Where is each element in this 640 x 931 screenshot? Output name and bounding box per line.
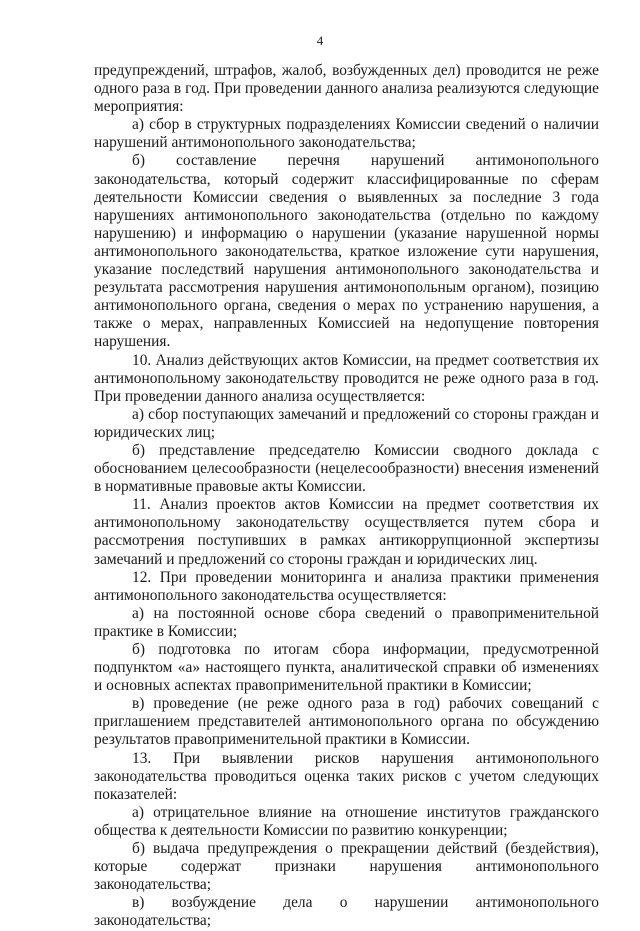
paragraph-13: 13. При выявлении рисков нарушения антимонопольного законодательства проводиться оценка таких рисков с учетом следующих показателей: (94, 749, 599, 803)
paragraph-13c: в) возбуждение дела о нарушении антимонопольного законодательства; (94, 894, 599, 930)
paragraph-12a: а) на постоянной основе сбора сведений о правоприменительной практике в Комиссии; (94, 604, 599, 640)
paragraph-9a: а) сбор в структурных подразделениях Комиссии сведений о наличии нарушений антимонопольного законодательства; (94, 116, 599, 152)
paragraph-10b: б) представление председателю Комиссии сводного доклада с обоснованием целесообразности (нецелесообразности) внесения изменений в нормативные правовые акты Комиссии. (94, 441, 599, 496)
paragraph-12: 12. При проведении мониторинга и анализа практики применения антимонопольного законодательства осуществляется: (94, 568, 599, 604)
page-number: 4 (316, 33, 324, 48)
paragraph-13a: а) отрицательное влияние на отношение институтов гражданского общества к деятельности Комиссии по развитию конкуренции; (94, 803, 599, 839)
document-body (94, 62, 599, 931)
paragraph-11: 11. Анализ проектов актов Комиссии на предмет соответствия их антимонопольному законодательству осуществляется путем сбора и рассмотрения поступивших в рамках антикоррупционной экспертизы замечаний и предложений со стороны граждан и юридических лиц. (94, 496, 599, 568)
paragraph-continuation: предупреждений, штрафов, жалоб, возбужденных дел) проводится не реже одного раза в год. При проведении данного анализа реализуются следующие мероприятия: (94, 62, 599, 116)
paragraph-9b: б) составление перечня нарушений антимонопольного законодательства, который содержит классифицированные по сферам деятельности Комиссии сведения о выявленных за последние 3 года нарушениях антимонопольного законодательства (отдельно по каждому нарушению) и информацию о нарушении (указание нарушенной нормы антимонопольного законодательства, краткое изложение сути нарушения, указание последствий нарушения антимонопольного законодательства и результата рассмотрения нарушения антимонопольным органом), позицию антимонопольного органа, сведения о мерах по устранению нарушения, а также о мерах, направленных Комиссией на недопущение повторения нарушения. (94, 152, 599, 351)
paragraph-12c: в) проведение (не реже одного раза в год) рабочих совещаний с приглашением представителей антимонопольного органа по обсуждению результатов правоприменительной практики в Комиссии. (94, 695, 599, 749)
paragraph-10a: а) сбор поступающих замечаний и предложений со стороны граждан и юридических лиц; (94, 405, 599, 441)
paragraph-13b: б) выдача предупреждения о прекращении действий (бездействия), которые содержат признаки нарушения антимонопольного законодательства; (94, 840, 599, 894)
paragraph-10: 10. Анализ действующих актов Комиссии, на предмет соответствия их антимонопольному законодательству проводится не реже одного раза в год. При проведении данного анализа осуществляется: (94, 351, 599, 405)
paragraph-12b: б) подготовка по итогам сбора информации, предусмотренной подпунктом «а» настоящего пункта, аналитической справки об изменениях и основных аспектах правоприменительной практики в Комиссии; (94, 641, 599, 695)
